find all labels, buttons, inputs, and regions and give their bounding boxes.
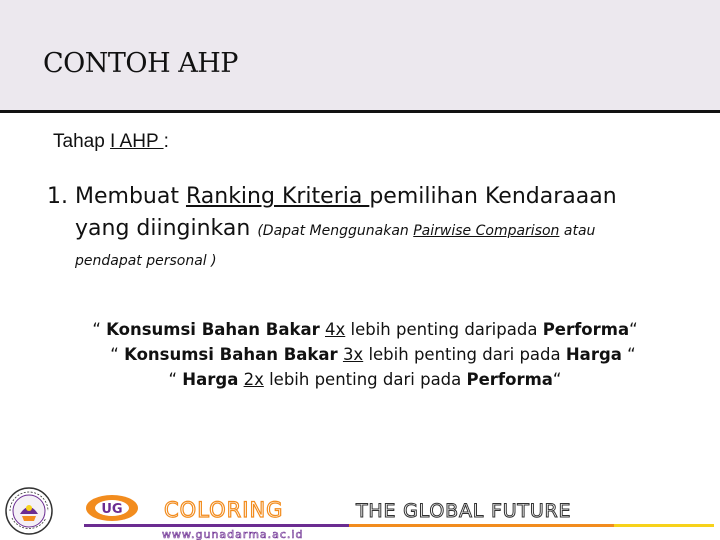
slide-title: CONTOH AHP <box>43 48 238 79</box>
ug-text: UG <box>101 502 123 517</box>
factor: 3x <box>342 345 364 364</box>
factor: 2x <box>243 370 264 389</box>
step-line-2 <box>47 213 697 247</box>
quote-close: “ <box>629 320 638 339</box>
step-text-underlined: Ranking Kriteria <box>185 184 370 209</box>
quote-open: “ <box>168 370 183 389</box>
comparison-text: lebih penting dari pada <box>263 370 467 389</box>
criterion-b: Performa <box>466 370 553 389</box>
step-number: 1. <box>47 184 68 209</box>
step-note-underlined: Pairwise Comparison <box>413 223 560 239</box>
comparison-text: lebih penting dari pada <box>363 345 566 364</box>
comparison-row <box>60 367 670 392</box>
comparison-row <box>60 317 670 342</box>
criterion-b: Harga <box>565 345 622 364</box>
criterion-a: Konsumsi Bahan Bakar <box>124 345 338 364</box>
quote-close: “ <box>621 345 636 364</box>
stage-heading <box>53 131 169 153</box>
step-line-1 <box>47 181 697 213</box>
quote-close: “ <box>552 370 562 389</box>
criterion-b: Performa <box>542 320 630 339</box>
step-note-a: (Dapat Menggunakan <box>257 223 414 239</box>
step-text-b: pemilihan Kendaraaan <box>369 184 617 209</box>
step-line-3: pendapat personal ) <box>75 253 217 269</box>
comparison-text: lebih penting daripada <box>345 320 543 339</box>
quote-open: “ <box>92 320 107 339</box>
comparison-row <box>60 342 670 367</box>
stage-label: I AHP <box>110 131 164 152</box>
factor: 4x <box>325 320 346 339</box>
stage-prefix: Tahap <box>53 131 111 152</box>
stage-suffix: : <box>163 131 169 152</box>
university-seal-icon <box>4 486 54 536</box>
step-text-c: yang diinginkan <box>75 216 258 241</box>
step-text-a: Membuat <box>75 184 186 209</box>
coloring-text: COLORING <box>164 498 284 522</box>
tagline-text: THE GLOBAL FUTURE <box>356 500 572 522</box>
coloring-global-future-banner <box>84 490 714 540</box>
step-item <box>47 181 697 273</box>
criterion-a: Konsumsi Bahan Bakar <box>106 320 320 339</box>
website-text: www.gunadarma.ac.id <box>162 528 304 540</box>
criterion-a: Harga <box>182 370 239 389</box>
comparison-list <box>60 317 670 392</box>
title-divider <box>0 110 720 113</box>
step-note-b: atau <box>559 223 596 239</box>
quote-open: “ <box>110 345 125 364</box>
